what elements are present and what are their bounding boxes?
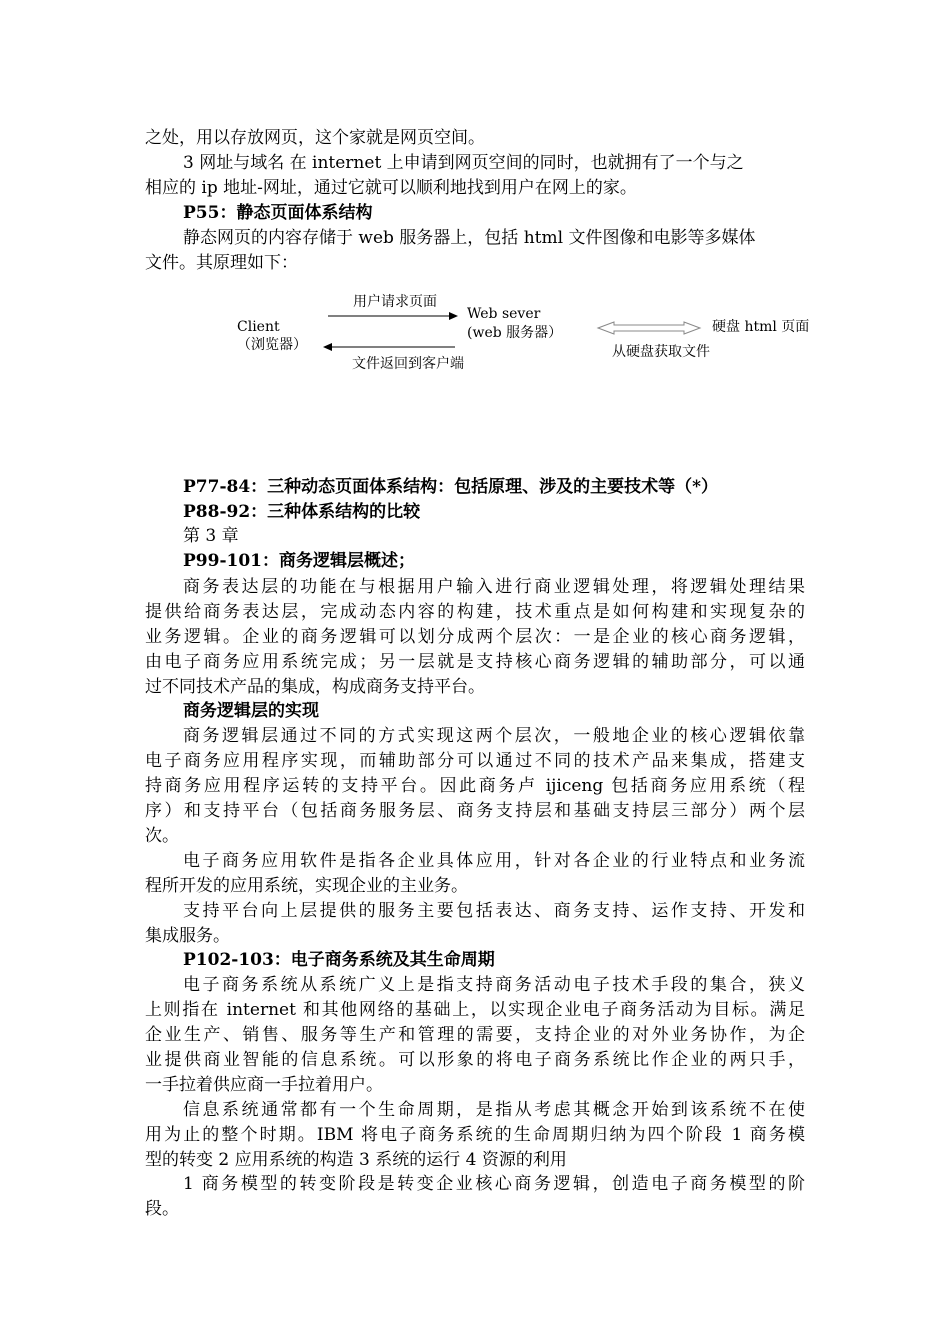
paragraph-line: 集成服务。 — [145, 926, 230, 946]
paragraph-line: 上则指在 internet 和其他网络的基础上，以实现企业电子商务活动为目标。满足 — [145, 1000, 805, 1020]
paragraph-line: 业提供商业智能的信息系统。可以形象的将电子商务系统比作企业的两只手， — [145, 1050, 805, 1070]
disk-label: 硬盘 html 页面 — [712, 319, 810, 335]
paragraph-line: 3 网址与域名 在 internet 上申请到网页空间的同时，也就拥有了一个与之 — [183, 153, 744, 173]
paragraph-line: 相应的 ip 地址-网址，通过它就可以顺利地找到用户在网上的家。 — [145, 178, 637, 198]
paragraph-line: 一手拉着供应商一手拉着用户。 — [145, 1075, 383, 1095]
section-heading: P55：静态页面体系结构 — [183, 203, 373, 223]
paragraph-line: 1 商务模型的转变阶段是转变企业核心商务逻辑，创造电子商务模型的阶 — [183, 1174, 805, 1194]
paragraph-line: 提供给商务表达层，完成动态内容的构建，技术重点是如何构建和实现复杂的 — [145, 602, 805, 622]
request-arrow — [328, 312, 458, 320]
client-label: Client — [237, 319, 280, 335]
paragraph-line: 用为止的整个时期。IBM 将电子商务系统的生命周期归纳为四个阶段 1 商务模 — [145, 1125, 805, 1145]
paragraph-line: 电子商务系统从系统广义上是指支持商务活动电子技术手段的集合，狭义 — [183, 975, 805, 995]
paragraph-line: 静态网页的内容存储于 web 服务器上，包括 html 文件图像和电影等多媒体 — [183, 228, 756, 248]
paragraph-line: 程所开发的应用系统，实现企业的主业务。 — [145, 876, 468, 896]
section-heading: P99-101：商务逻辑层概述； — [183, 551, 415, 571]
section-heading: P88-92：三种体系结构的比较 — [183, 502, 421, 522]
paragraph-line: 序）和支持平台（包括商务服务层、商务支持层和基础支持层三部分）两个层 — [145, 801, 805, 821]
section-heading: 商务逻辑层的实现 — [183, 701, 319, 721]
paragraph-line: 过不同技术产品的集成，构成商务支持平台。 — [145, 677, 485, 697]
paragraph-line: 业务逻辑。企业的商务逻辑可以划分成两个层次：一是企业的核心商务逻辑， — [145, 627, 805, 647]
paragraph-line: 段。 — [145, 1199, 179, 1219]
section-heading: P102-103：电子商务系统及其生命周期 — [183, 950, 495, 970]
paragraph-line: 之处，用以存放网页，这个家就是网页空间。 — [145, 128, 485, 148]
paragraph-line: 持商务应用程序运转的支持平台。因此商务卢 ijiceng 包括商务应用系统（程 — [145, 776, 805, 796]
response-label: 文件返回到客户端 — [352, 356, 464, 372]
browser-label: （浏览器） — [237, 337, 307, 353]
response-arrow — [323, 343, 455, 351]
from-disk-label: 从硬盘获取文件 — [612, 344, 710, 360]
section-heading: P77-84：三种动态页面体系结构：包括原理、涉及的主要技术等（*） — [183, 477, 719, 497]
webserver-label: Web sever — [467, 306, 541, 322]
paragraph-line: 次。 — [145, 826, 179, 846]
paragraph-line: 型的转变 2 应用系统的构造 3 系统的运行 4 资源的利用 — [145, 1150, 567, 1170]
paragraph-line: 商务逻辑层通过不同的方式实现这两个层次，一般地企业的核心逻辑依靠 — [183, 726, 805, 746]
disk-double-arrow — [598, 322, 700, 334]
paragraph-line: 企业生产、销售、服务等生产和管理的需要，支持企业的对外业务协作，为企 — [145, 1025, 805, 1045]
paragraph-line: 信息系统通常都有一个生命周期，是指从考虑其概念开始到该系统不在使 — [183, 1100, 805, 1120]
paragraph-line: 文件。其原理如下： — [145, 253, 298, 273]
request-label: 用户请求页面 — [353, 294, 437, 310]
paragraph-line: 由电子商务应用系统完成；另一层就是支持核心商务逻辑的辅助部分，可以通 — [145, 652, 805, 672]
chapter-label: 第 3 章 — [183, 526, 239, 546]
paragraph-line: 支持平台向上层提供的服务主要包括表达、商务支持、运作支持、开发和 — [183, 901, 805, 921]
paragraph-line: 电子商务应用软件是指各企业具体应用，针对各企业的行业特点和业务流 — [183, 851, 805, 871]
webserver-cn-label: (web 服务器） — [467, 325, 563, 341]
paragraph-line: 电子商务应用程序实现，而辅助部分可以通过不同的技术产品来集成，搭建支 — [145, 751, 805, 771]
paragraph-line: 商务表达层的功能在与根据用户输入进行商业逻辑处理，将逻辑处理结果 — [183, 577, 805, 597]
